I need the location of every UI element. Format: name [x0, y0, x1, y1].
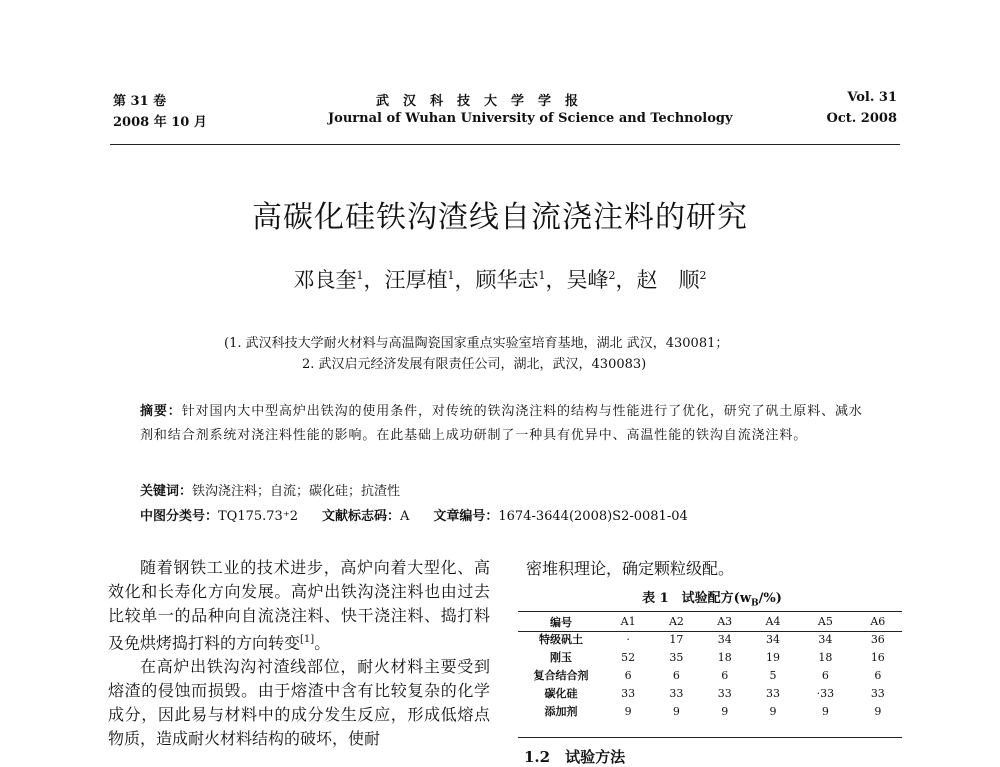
- header-volume-en: Vol. 31: [847, 90, 897, 105]
- table-row-label: 添加剂: [544, 705, 578, 718]
- author-affiliation-mark: 1: [538, 269, 546, 282]
- table-cell: 9: [672, 704, 680, 718]
- body-paragraph-1-text: 随着钢铁工业的技术进步，高炉向着大型化、高效化和长寿化方向发展。高炉出铁沟浇注料也由过去比较单一的品种向自流浇注料、快干浇注料、捣打料及免烘烤捣打料的方向转变: [108, 558, 490, 653]
- table-header-cell: A6: [870, 615, 886, 628]
- table-header-cell: A1: [620, 615, 636, 628]
- table-header-cell: A5: [817, 615, 833, 628]
- body-left-column: [108, 556, 490, 751]
- table-cell: 6: [721, 668, 729, 682]
- table-cell: 6: [672, 668, 680, 682]
- table-cell: 35: [669, 650, 684, 664]
- table-cell: 34: [818, 632, 833, 646]
- mix-table: [518, 613, 902, 720]
- abstract: [140, 400, 870, 448]
- table-cell: 5: [769, 668, 777, 682]
- affiliation-line-1: (1. 武汉科技大学耐火材料与高温陶瓷国家重点实验室培育基地，湖北 武汉，430081；: [224, 336, 729, 351]
- body-paragraph-1: [108, 556, 490, 655]
- article-number-value: 1674-3644(2008)S2-0081-04: [498, 509, 688, 524]
- author-affiliation-mark: 2: [608, 269, 616, 282]
- header-rule: [110, 144, 900, 145]
- article-number-label: 文章编号：: [433, 509, 499, 524]
- body-paragraph-1-end: 。: [314, 633, 331, 653]
- clc-value: TQ175.73⁺2: [218, 509, 298, 524]
- table-cell: 18: [717, 650, 732, 664]
- doc-code-value: A: [399, 509, 410, 524]
- paper-title: 高碳化硅铁沟渣线自流浇注料的研究: [252, 200, 748, 235]
- table-row: [518, 702, 902, 720]
- author-list: 邓良奎$^1$，汪厚植$^1$，顾华志$^1$，吴峰$^2$，赵 顺$^2$: [293, 268, 707, 292]
- keywords: [140, 480, 400, 499]
- table-header-cell: A4: [765, 615, 781, 628]
- table-caption-text: 表 1 试验配方(w: [642, 591, 752, 606]
- table-cell: 9: [874, 704, 882, 718]
- table-cell: 34: [765, 632, 780, 646]
- table-cell: 33: [765, 686, 780, 700]
- table-cell: ·: [626, 632, 630, 646]
- author-name: 汪厚植: [384, 268, 448, 292]
- table-cell: 18: [818, 650, 833, 664]
- author-affiliation-mark: 1: [447, 269, 455, 282]
- table-cell: 52: [621, 650, 636, 664]
- header-journal-cn: 武汉科技大学学报: [376, 94, 593, 109]
- table-cell: 34: [717, 632, 732, 646]
- table-header-row: [518, 613, 902, 630]
- header-volume-cn: 第 31 卷: [113, 94, 167, 109]
- table-row-label: 特级矾土: [539, 633, 583, 646]
- table-row: [518, 666, 902, 684]
- table-cell: 19: [765, 650, 780, 664]
- table-caption: [524, 587, 900, 609]
- author-name: 顾华志: [475, 268, 539, 292]
- table-cell: 33: [669, 686, 684, 700]
- clc-label: 中图分类号：: [140, 509, 219, 524]
- classification-line: [140, 505, 688, 524]
- body-paragraph-2: 在高炉出铁沟沟衬渣线部位，耐火材料主要受到熔渣的侵蚀而损毁。由于熔渣中含有比较复杂的化学成分，因此易与材料中的成分发生反应，形成低熔点物质，造成耐火材料结构的破坏，使耐: [108, 657, 490, 749]
- table-header-cell: A3: [717, 615, 733, 628]
- reference-mark: [1]: [300, 634, 315, 645]
- table-row-label: 碳化硅: [544, 687, 578, 700]
- table-cell: 33: [717, 686, 732, 700]
- table-cell: 6: [624, 668, 632, 682]
- section-heading: 1.2 试验方法: [524, 748, 626, 766]
- table-row: [518, 630, 902, 648]
- table-cell: 6: [821, 668, 829, 682]
- table-cell: 6: [874, 668, 882, 682]
- author-name: 吴峰: [566, 268, 609, 292]
- body-right-column-text: 密堆积理论，确定颗粒级配。: [526, 559, 735, 578]
- keywords-label: 关键词：: [140, 484, 193, 499]
- doc-code-label: 文献标志码：: [321, 509, 400, 524]
- abstract-label: 摘要：: [140, 404, 182, 419]
- table-cell: ·33: [816, 686, 835, 700]
- table-caption-end: /%): [758, 591, 782, 606]
- table-cell: 9: [821, 704, 829, 718]
- table-top-rule: [518, 611, 902, 612]
- table-header-cell: A2: [668, 615, 684, 628]
- header-date-cn: 2008 年 10 月: [113, 115, 207, 130]
- keywords-text: 铁沟浇注料；自流；碳化硅；抗渣性: [192, 484, 401, 499]
- table-row: [518, 684, 902, 702]
- table-cell: 9: [624, 704, 632, 718]
- table-caption-subscript: B: [751, 598, 759, 609]
- header-journal-en: Journal of Wuhan University of Science and Technology: [328, 111, 733, 126]
- table-cell: 36: [870, 632, 885, 646]
- table-bottom-rule: [518, 737, 902, 738]
- header-date-en: Oct. 2008: [826, 111, 897, 126]
- table-cell: 9: [721, 704, 729, 718]
- table-cell: 16: [870, 650, 885, 664]
- table-row-label: 刚玉: [550, 651, 572, 664]
- table-cell: 33: [621, 686, 636, 700]
- table-row-label: 复合结合剂: [533, 669, 589, 682]
- table-cell: 33: [870, 686, 885, 700]
- table-row: [518, 648, 902, 666]
- author-affiliation-mark: 1: [356, 269, 364, 282]
- author-affiliation-mark: 2: [699, 269, 707, 282]
- affiliation-line-2: 2. 武汉启元经济发展有限责任公司，湖北，武汉，430083): [302, 357, 647, 372]
- author-name: 邓良奎: [293, 268, 357, 292]
- table-cell: 17: [669, 632, 684, 646]
- author-name: 赵 顺: [636, 268, 700, 292]
- table-header-cell: 编号: [550, 615, 572, 629]
- table-cell: 9: [769, 704, 777, 718]
- abstract-text: 针对国内大中型高炉出铁沟的使用条件，对传统的铁沟浇注料的结构与性能进行了优化，研究了矾土原料、减水剂和结合剂系统对浇注料性能的影响。在此基础上成功研制了一种具有优异中、高温性能的铁沟自流浇注料。: [140, 404, 863, 443]
